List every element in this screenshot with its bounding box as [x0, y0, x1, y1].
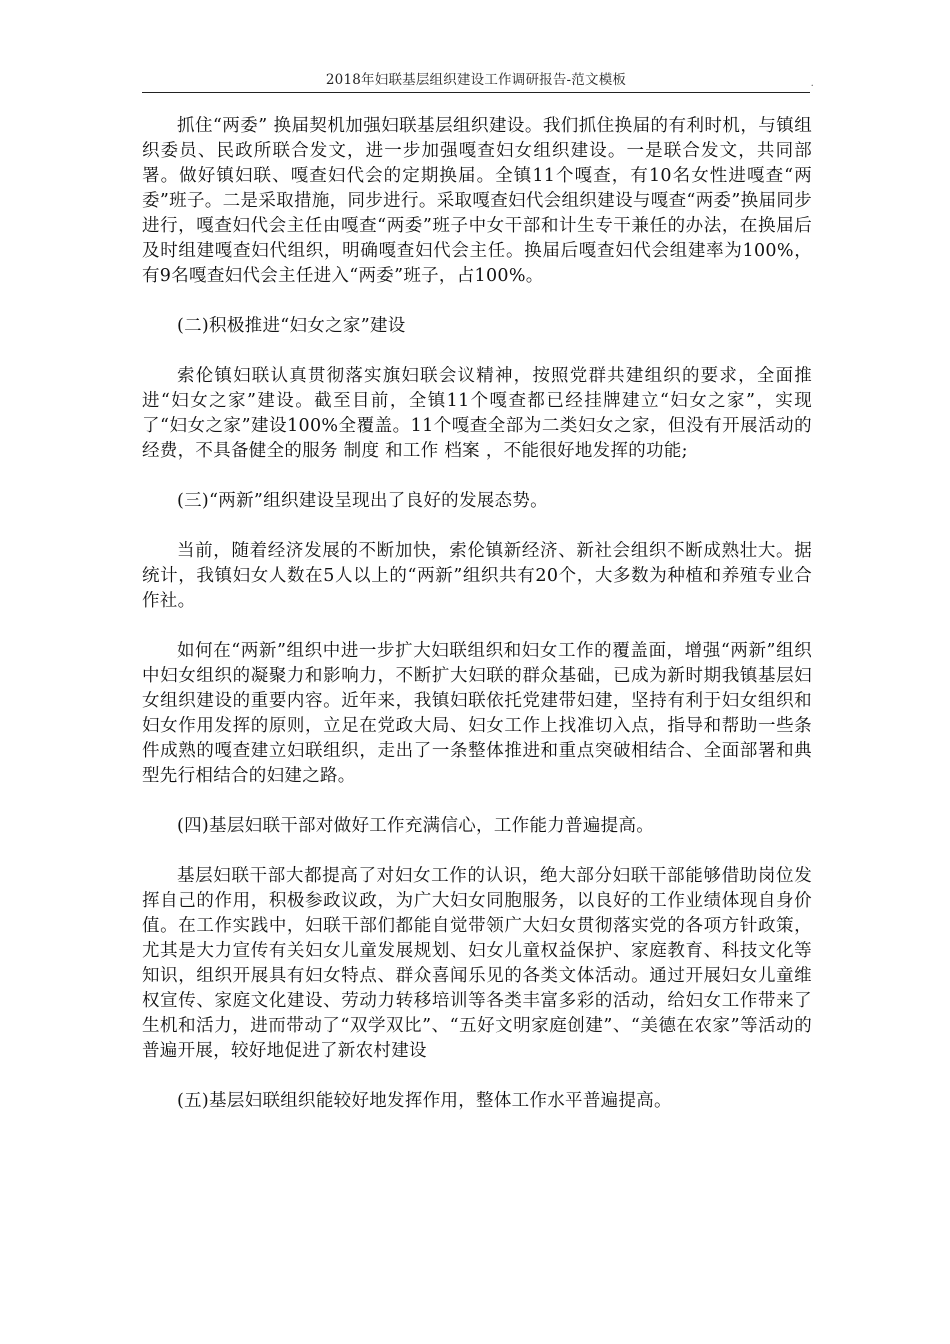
paragraph-womens-home: 索伦镇妇联认真贯彻落实旗妇联会议精神，按照党群共建组织的要求，全面推进“妇女之家”建设。截至目前，全镇11个嘎查都已经挂牌建立“妇女之家”，实现了“妇女之家”建设100%全覆盖。11个嘎查全部为二类妇女之家，但没有开展活动的经费，不具备健全的服务 制度 和工作 档案 ，不能很好地发挥的功能;: [142, 366, 812, 461]
paragraph-two-committees: 抓住“两委” 换届契机加强妇联基层组织建设。我们抓住换届的有利时机，与镇组织委员、民政所联合发文，进一步加强嘎查妇女组织建设。一是联合发文，共同部署。做好镇妇联、嘎查妇代会的定期换届。全镇11个嘎查，有10名女性进嘎查“两委”班子。二是采取措施，同步进行。采取嘎查妇代会组织建设与嘎查“两委”换届同步进行，嘎查妇代会主任由嘎查“两委”班子中女干部和计生专干兼任的办法，在换届后及时组建嘎查妇代组织，明确嘎查妇代会主任。换届后嘎查妇代会组建率为100%，有9名嘎查妇代会主任进入“两委”班子，占100%。: [142, 116, 812, 286]
paragraph-coverage: 如何在“两新”组织中进一步扩大妇联组织和妇女工作的覆盖面，增强“两新”组织中妇女组织的凝聚力和影响力，不断扩大妇联的群众基础，已成为新时期我镇基层妇女组织建设的重要内容。近年来，我镇妇联依托党建带妇建，坚持有利于妇女组织和妇女作用发挥的原则，立足在党政大局、妇女工作上找准切入点，指导和帮助一些条件成熟的嘎查建立妇联组织，走出了一条整体推进和重点突破相结合、全面部署和典型先行相结合的妇建之路。: [142, 641, 812, 786]
page-header: [142, 72, 814, 93]
header-title: 2018年妇联基层组织建设工作调研报告-范文模板: [325, 72, 627, 88]
section-heading-5: (五)基层妇联组织能较好地发挥作用，整体工作水平普遍提高。: [177, 1091, 672, 1111]
header-mark: .: [810, 78, 814, 89]
section-heading-3: (三)“两新”组织建设呈现出了良好的发展态势。: [177, 491, 548, 511]
paragraph-two-new-orgs: 当前，随着经济发展的不断加快，索伦镇新经济、新社会组织不断成熟壮大。据统计，我镇妇女人数在5人以上的“两新”组织共有20个，大多数为种植和养殖专业合作社。: [142, 541, 812, 611]
document-body: [142, 114, 812, 1114]
section-heading-4: (四)基层妇联干部对做好工作充满信心，工作能力普遍提高。: [177, 816, 655, 836]
section-heading-2: (二)积极推进“妇女之家”建设: [177, 316, 406, 336]
paragraph-cadres: 基层妇联干部大都提高了对妇女工作的认识，绝大部分妇联干部能够借助岗位发挥自己的作用，积极参政议政，为广大妇女同胞服务，以良好的工作业绩体现自身价值。在工作实践中，妇联干部们都能自觉带领广大妇女贯彻落实党的各项方针政策，尤其是大力宣传有关妇女儿童发展规划、妇女儿童权益保护、家庭教育、科技文化等知识，组织开展具有妇女特点、群众喜闻乐见的各类文体活动。通过开展妇女儿童维权宣传、家庭文化建设、劳动力转移培训等各类丰富多彩的活动，给妇女工作带来了生机和活力，进而带动了“双学双比”、“五好文明家庭创建”、“美德在农家”等活动的普遍开展，较好地促进了新农村建设: [142, 866, 812, 1061]
